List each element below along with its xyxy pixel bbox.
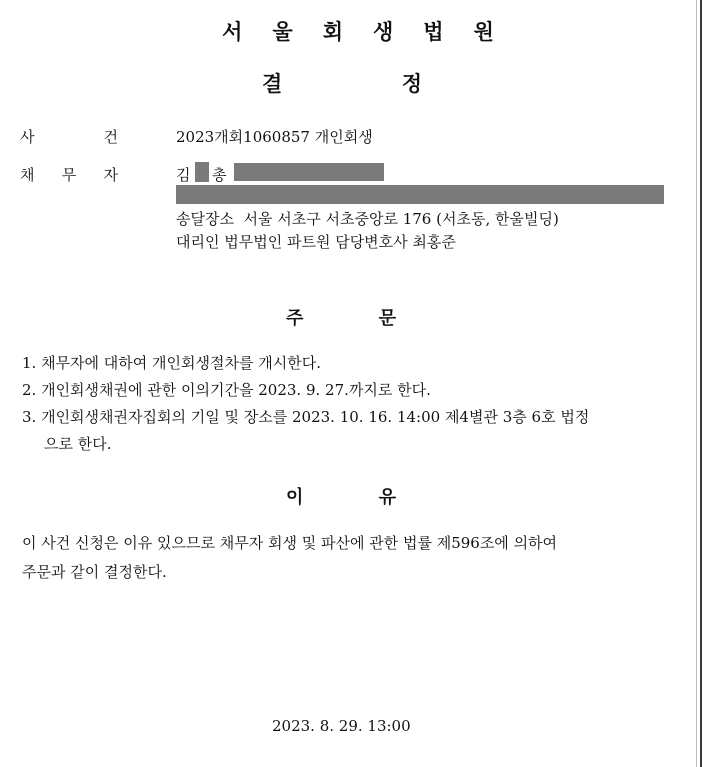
debtor-label xyxy=(20,164,118,185)
redaction-bar xyxy=(234,163,384,181)
redaction-bar xyxy=(195,162,209,182)
order-item: 1. 채무자에 대하여 개인회생절차를 개시한다. xyxy=(22,354,321,372)
order-item-continuation: 으로 한다. xyxy=(44,435,112,453)
debtor-label-char: 채 xyxy=(20,166,35,184)
document-type-char: 결 xyxy=(262,72,283,96)
document-type-title xyxy=(262,68,422,98)
decision-date: 2023. 8. 29. 13:00 xyxy=(272,717,411,735)
order-heading-char: 문 xyxy=(378,308,396,329)
service-address-label: 송달장소 xyxy=(176,210,234,228)
order-item: 2. 개인회생채권에 관한 이의기간을 2023. 9. 27.까지로 한다. xyxy=(22,381,431,399)
page-edge-line xyxy=(696,0,697,767)
legal-agent: 대리인 법무법인 파트원 담당변호사 최홍준 xyxy=(176,233,456,251)
debtor-name-start: 김 xyxy=(176,166,191,184)
service-address: 서울 서초구 서초중앙로 176 (서초동, 한울빌딩) xyxy=(243,210,559,228)
reason-text-line: 이 사건 신청은 이유 있으므로 채무자 회생 및 파산에 관한 법률 제596조에 의하여 xyxy=(22,534,558,552)
case-number: 2023개회1060857 개인회생 xyxy=(176,128,373,146)
reason-text-line: 주문과 같이 결정한다. xyxy=(22,563,167,581)
debtor-label-char: 자 xyxy=(103,166,118,184)
reason-heading-char: 이 xyxy=(286,487,304,508)
order-item: 3. 개인회생채권자집회의 기일 및 장소를 2023. 10. 16. 14:00 제4별관 3층 6호 법정 xyxy=(22,408,590,426)
debtor-name-end: 총 xyxy=(212,166,227,184)
order-heading xyxy=(286,304,396,330)
case-label-char: 건 xyxy=(103,128,118,146)
scrollbar-edge[interactable] xyxy=(700,0,702,767)
order-heading-char: 주 xyxy=(286,308,304,329)
debtor-label-char: 무 xyxy=(61,166,77,184)
court-name: 서울회생법원 xyxy=(222,20,524,44)
service-address-line xyxy=(176,208,559,229)
case-label-char: 사 xyxy=(20,128,35,146)
redaction-bar xyxy=(176,185,664,204)
case-label xyxy=(20,126,118,147)
document-type-char: 정 xyxy=(401,72,422,96)
reason-heading-char: 유 xyxy=(378,487,396,508)
reason-heading xyxy=(286,483,396,509)
